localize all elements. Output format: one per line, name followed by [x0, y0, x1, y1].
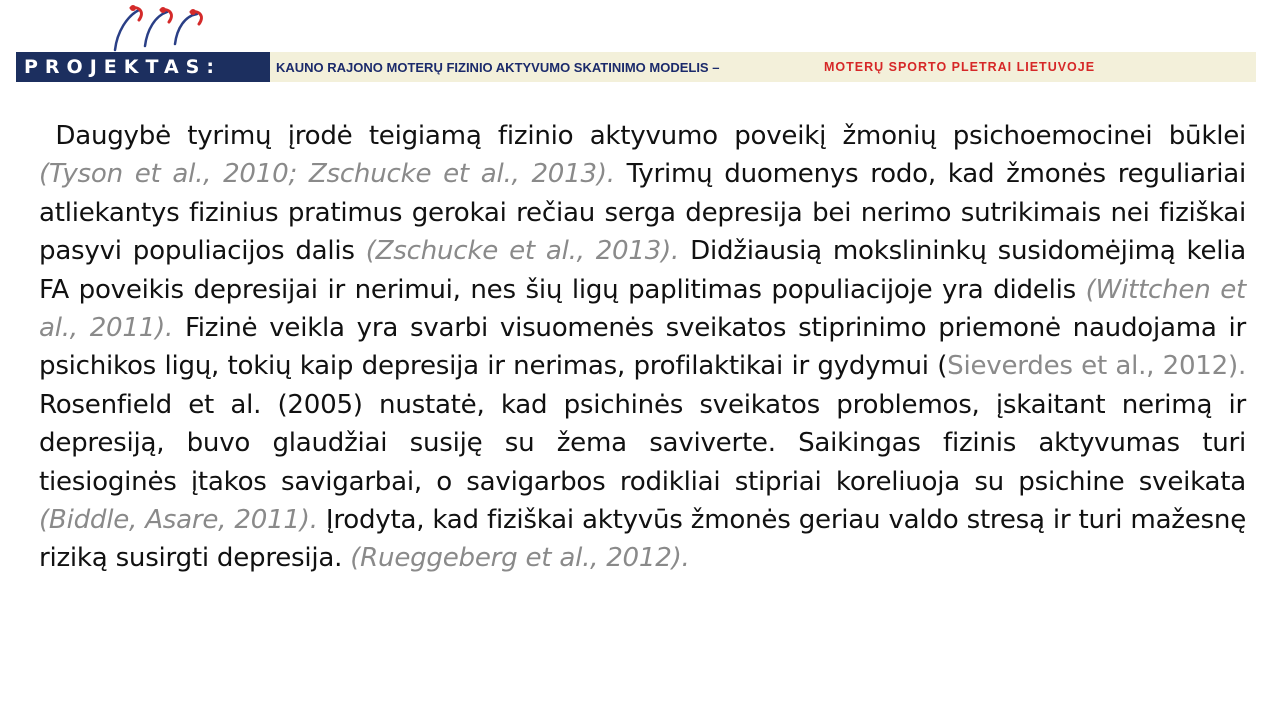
citation: (Rueggeberg et al., 2012). — [350, 543, 690, 574]
projektas-logo-text: PROJEKTAS: — [16, 52, 270, 82]
citation: (Zschucke et al., 2013). — [365, 236, 680, 267]
citation: Sieverdes et al., 2012). — [947, 351, 1246, 382]
citation: (Tyson et al., 2010; Zschucke et al., 2013). — [39, 159, 615, 190]
text-segment: Rosenfield et al. (2005) nustatė, kad psichinės sveikatos problemos, įskaitant nerimą ir depresiją, buvo glaudžiai susiję su žema saviverte. Saikingas fizinis aktyvumas turi tiesioginės įtakos savigarbai, o savigarbos rodikliai stipriai koreliuoja su psichine sveikata — [39, 389, 1246, 497]
project-banner — [16, 52, 1256, 82]
main-paragraph — [39, 117, 1246, 578]
text-segment: Didžiausią mokslininkų susidomėjimą kelia FA poveikis depresijai ir nerimui, nes šių ligų paplitimas populiacijoje yra didelis — [39, 236, 1247, 305]
text-segment: Fizinė veikla yra svarbi visuomenės sveikatos stiprinimo priemonė naudojama ir psichikos ligų, tokių kaip depresija ir nerimas, profilaktikai ir gydymui ( — [39, 313, 1246, 382]
banner-subtitle: MOTERŲ SPORTO PLETRAI LIETUVOJE — [824, 60, 1096, 74]
citation: (Wittchen et al., 2011). — [39, 274, 1246, 344]
text-segment: Įrodyta, kad fiziškai aktyvūs žmonės geriau valdo stresą ir turi mažesnę riziką susirgti depresija. — [39, 505, 1246, 574]
runner-figures-logo-icon — [105, 2, 215, 56]
text-segment: Tyrimų duomenys rodo, kad žmonės reguliariai atliekantys fizinius pratimus gerokai rečiau serga depresija bei nerimo sutrikimais nei fiziškai pasyvi populiacijos dalis — [39, 159, 1246, 267]
citation: (Biddle, Asare, 2011). — [39, 505, 318, 536]
banner-title: KAUNO RAJONO MOTERŲ FIZINIO AKTYVUMO SKATINIMO MODELIS – — [276, 60, 720, 75]
text-segment: Daugybė tyrimų įrodė teigiamą fizinio aktyvumo poveikį žmonių psichoemocinei būklei — [55, 121, 1246, 151]
